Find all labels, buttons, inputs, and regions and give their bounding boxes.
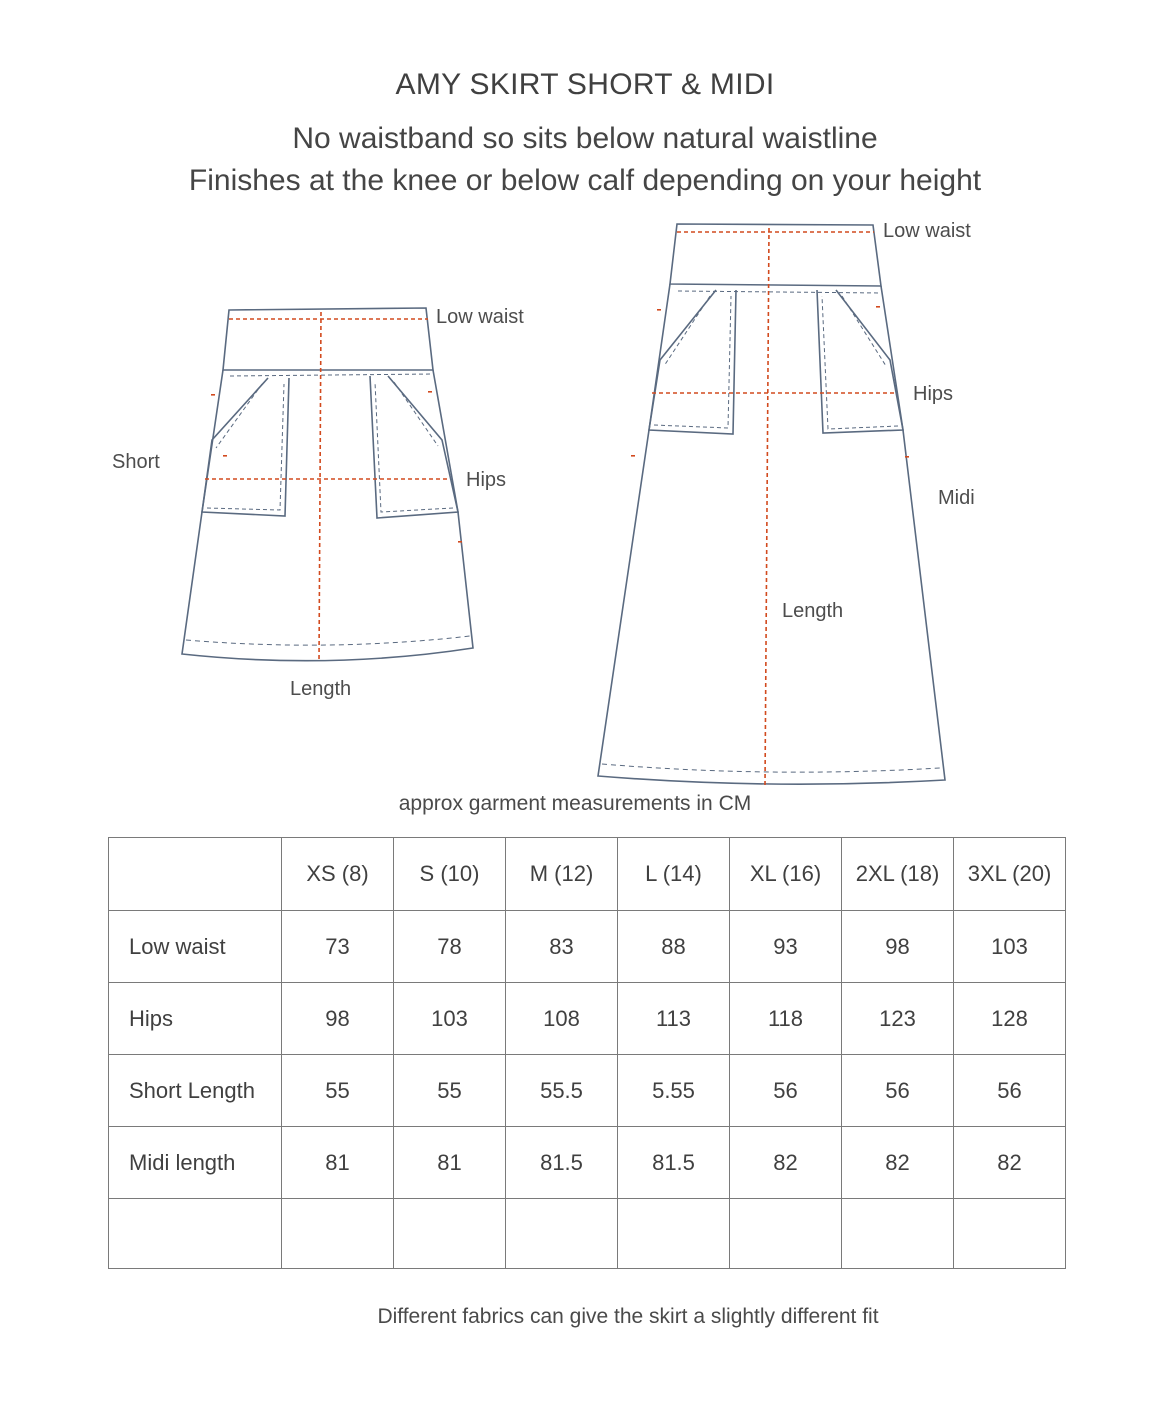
table-cell: 88 (618, 911, 730, 983)
midi-skirt-tick-marks (631, 306, 909, 458)
table-row-midi-length (109, 1127, 1066, 1199)
midi-length-label: Length (782, 600, 844, 622)
table-cell (618, 1199, 730, 1269)
table-cell: 55.5 (506, 1055, 618, 1127)
table-row-label: Short Length (109, 1055, 282, 1127)
table-cell: 118 (730, 983, 842, 1055)
table-cell: 55 (394, 1055, 506, 1127)
table-cell: 83 (506, 911, 618, 983)
subtitle-line-1: No waistband so sits below natural waistline (292, 122, 878, 155)
midi-skirt-name: Midi (938, 487, 975, 509)
table-cell: 128 (954, 983, 1066, 1055)
table-cell: 81 (394, 1127, 506, 1199)
table-cell: 56 (730, 1055, 842, 1127)
table-row-hips (109, 983, 1066, 1055)
table-cell: 81.5 (618, 1127, 730, 1199)
midi-skirt-drawing (598, 224, 945, 784)
short-low-waist-label: Low waist (436, 306, 524, 328)
table-cell (506, 1199, 618, 1269)
size-chart-table (108, 837, 1066, 1269)
page-title: AMY SKIRT SHORT & MIDI (395, 68, 775, 101)
table-cell: 98 (282, 983, 394, 1055)
table-cell: 108 (506, 983, 618, 1055)
table-row-short-length (109, 1055, 1066, 1127)
table-row-label: Midi length (109, 1127, 282, 1199)
table-cell: 73 (282, 911, 394, 983)
short-skirt-tick-marks (211, 391, 462, 543)
table-cell: 103 (394, 983, 506, 1055)
table-cell (394, 1199, 506, 1269)
table-header-cell: M (12) (506, 838, 618, 911)
table-cell: 82 (730, 1127, 842, 1199)
table-cell: 98 (842, 911, 954, 983)
table-cell: 5.55 (618, 1055, 730, 1127)
measurements-caption: approx garment measurements in CM (398, 792, 752, 815)
table-header-cell: 3XL (20) (954, 838, 1066, 911)
table-header-cell: L (14) (618, 838, 730, 911)
table-row-label: Hips (109, 983, 282, 1055)
table-cell: 82 (954, 1127, 1066, 1199)
fit-note: Different fabrics can give the skirt a slightly different fit (377, 1305, 879, 1328)
table-cell: 78 (394, 911, 506, 983)
table-cell (842, 1199, 954, 1269)
table-row-low-waist (109, 911, 1066, 983)
table-header-cell (109, 838, 282, 911)
midi-hips-label: Hips (913, 383, 954, 405)
table-header-cell: XS (8) (282, 838, 394, 911)
table-cell: 103 (954, 911, 1066, 983)
table-header-cell: S (10) (394, 838, 506, 911)
short-skirt-name: Short (112, 451, 160, 473)
table-row-label: Low waist (109, 911, 282, 983)
table-cell: 81.5 (506, 1127, 618, 1199)
table-cell: 82 (842, 1127, 954, 1199)
subtitle-line-2: Finishes at the knee or below calf depending on your height (188, 164, 982, 197)
table-cell (954, 1199, 1066, 1269)
midi-low-waist-label: Low waist (883, 220, 971, 242)
table-cell (730, 1199, 842, 1269)
midi-skirt-measure-lines (652, 228, 896, 785)
table-cell (282, 1199, 394, 1269)
short-skirt-measure-lines (205, 312, 450, 662)
table-cell: 113 (618, 983, 730, 1055)
short-skirt-drawing (182, 308, 473, 661)
table-cell: 56 (842, 1055, 954, 1127)
table-row-label (109, 1199, 282, 1269)
table-header-row (109, 838, 1066, 911)
short-length-label: Length (290, 678, 352, 700)
table-header-cell: XL (16) (730, 838, 842, 911)
table-cell: 123 (842, 983, 954, 1055)
table-cell: 55 (282, 1055, 394, 1127)
table-row-empty (109, 1199, 1066, 1269)
short-hips-label: Hips (466, 469, 507, 491)
table-header-cell: 2XL (18) (842, 838, 954, 911)
table-cell: 81 (282, 1127, 394, 1199)
table-cell: 56 (954, 1055, 1066, 1127)
table-cell: 93 (730, 911, 842, 983)
